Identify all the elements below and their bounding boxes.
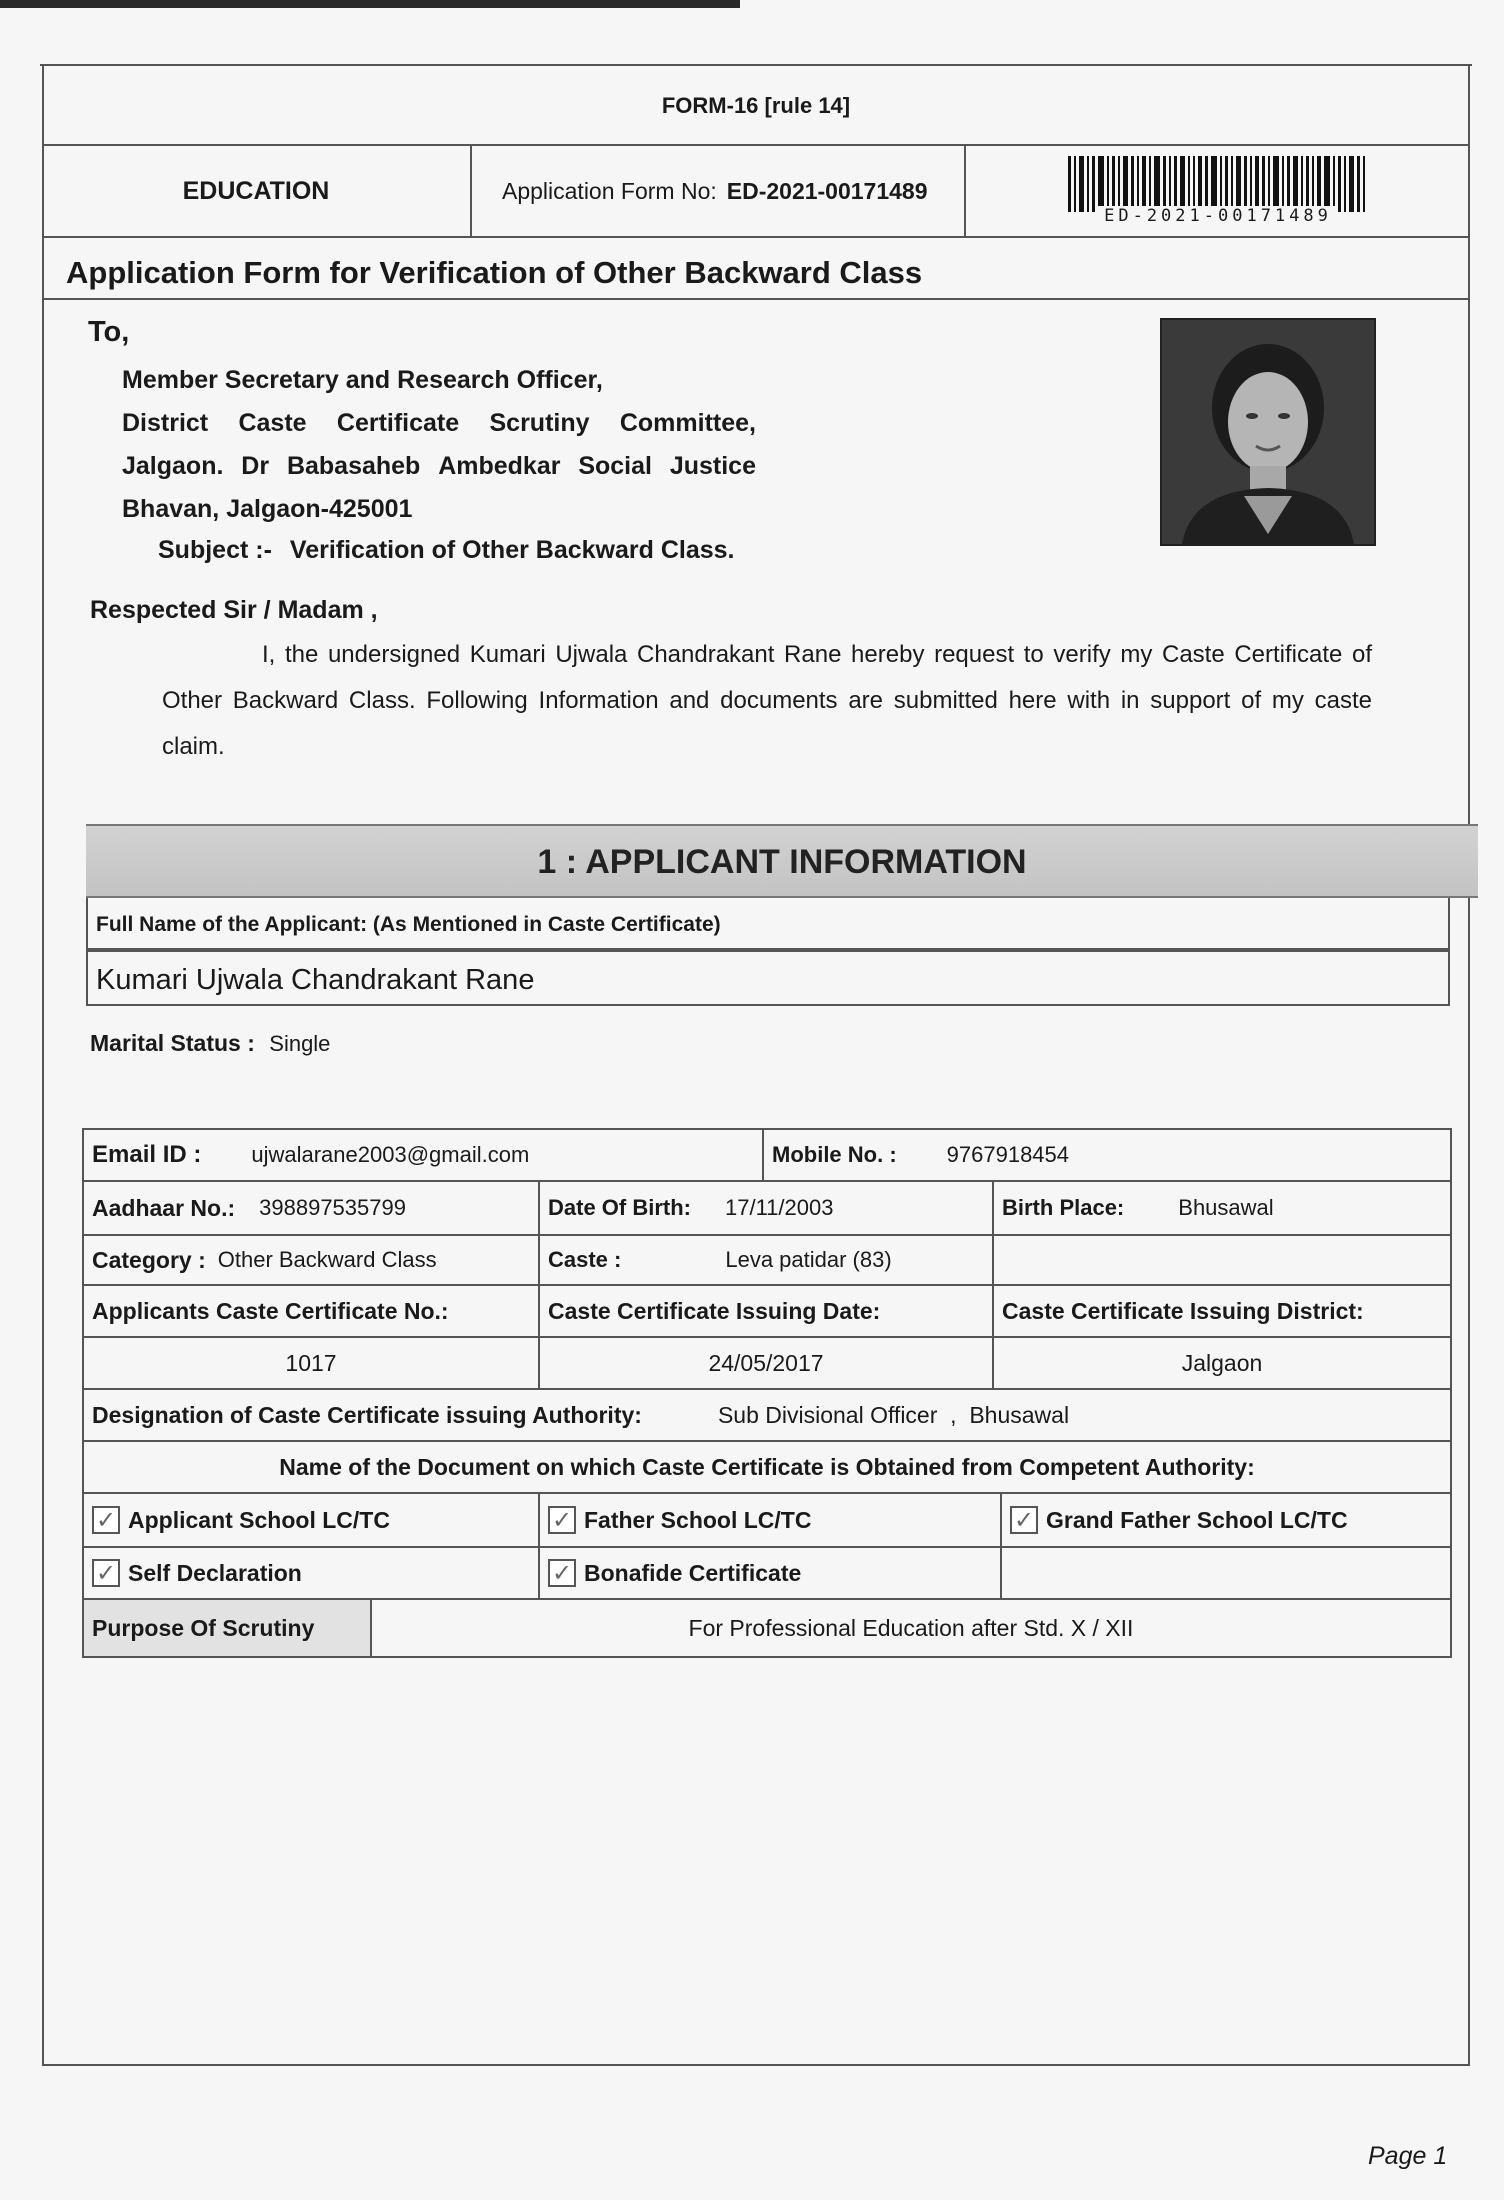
barcode-bar bbox=[1262, 156, 1265, 212]
authority-value: Sub Divisional Officer , Bhusawal bbox=[717, 1401, 1070, 1428]
cert-date-value: 24/05/2017 bbox=[540, 1338, 994, 1388]
doc-label: Self Declaration bbox=[128, 1559, 302, 1586]
subject-text: Verification of Other Backward Class. bbox=[289, 536, 735, 564]
scan-edge-strip bbox=[0, 0, 740, 8]
empty-cell bbox=[1002, 1548, 1450, 1598]
table-row bbox=[82, 1600, 1452, 1658]
barcode-cell bbox=[966, 146, 1470, 236]
category-value: Other Backward Class bbox=[217, 1247, 437, 1272]
table-row bbox=[82, 1128, 1452, 1182]
barcode-text: ED-2021-00171489 bbox=[1098, 206, 1338, 226]
address-word: Scrutiny bbox=[489, 409, 590, 437]
address-line-2 bbox=[122, 402, 756, 445]
mobile-value: 9767918454 bbox=[946, 1142, 1070, 1167]
person-photo-icon bbox=[1162, 320, 1374, 544]
table-row bbox=[82, 1390, 1452, 1442]
barcode-bar bbox=[1211, 156, 1217, 212]
cert-no-value: 1017 bbox=[84, 1338, 540, 1388]
doc-item bbox=[84, 1548, 540, 1598]
department-label: EDUCATION bbox=[42, 146, 472, 236]
address-word: Jalgaon. bbox=[122, 452, 224, 480]
header-row bbox=[42, 146, 1470, 238]
checkbox-checked-icon: ✓ bbox=[548, 1559, 576, 1587]
address-word: Committee, bbox=[619, 409, 756, 437]
dob-cell bbox=[540, 1182, 994, 1234]
address-line-3 bbox=[122, 445, 756, 488]
category-cell bbox=[84, 1236, 540, 1284]
barcode-bar bbox=[1098, 156, 1104, 212]
documents-heading: Name of the Document on which Caste Certificate is Obtained from Competent Authority: bbox=[279, 1453, 1255, 1480]
full-name-label: Full Name of the Applicant: (As Mentioned in Caste Certificate) bbox=[86, 898, 1450, 950]
barcode-bar bbox=[1333, 156, 1335, 212]
barcode-bar bbox=[1282, 156, 1284, 212]
doc-item bbox=[84, 1494, 540, 1546]
checkbox-checked-icon: ✓ bbox=[548, 1506, 576, 1534]
barcode-bar bbox=[1287, 156, 1290, 212]
birthplace-label: Birth Place: bbox=[1002, 1195, 1125, 1220]
barcode-bar bbox=[1131, 156, 1134, 212]
marital-status bbox=[90, 1030, 330, 1057]
address-word: Social bbox=[578, 452, 652, 480]
dob-label: Date Of Birth: bbox=[548, 1195, 691, 1220]
mobile-cell bbox=[764, 1130, 1450, 1180]
app-no-label: Application Form No: bbox=[502, 177, 717, 204]
table-row bbox=[82, 1442, 1452, 1494]
section-heading: 1 : APPLICANT INFORMATION bbox=[86, 824, 1478, 898]
barcode-bar bbox=[1231, 156, 1233, 212]
full-name-value: Kumari Ujwala Chandrakant Rane bbox=[86, 950, 1450, 1006]
caste-label: Caste : bbox=[548, 1247, 622, 1272]
checkbox-checked-icon: ✓ bbox=[1010, 1506, 1038, 1534]
purpose-value: For Professional Education after Std. X / XII bbox=[688, 1614, 1134, 1641]
cert-no-label: Applicants Caste Certificate No.: bbox=[84, 1286, 540, 1336]
address-word: Justice bbox=[669, 452, 756, 480]
barcode-bar bbox=[1306, 156, 1309, 212]
barcode-bar bbox=[1268, 156, 1270, 212]
table-row bbox=[82, 1286, 1452, 1338]
barcode-bar bbox=[1068, 156, 1071, 212]
form-title: FORM-16 [rule 14] bbox=[42, 66, 1470, 146]
aadhaar-cell bbox=[84, 1182, 540, 1234]
barcode-bar bbox=[1079, 156, 1084, 212]
barcode-bar bbox=[1112, 156, 1115, 212]
doc-label: Applicant School LC/TC bbox=[128, 1506, 390, 1533]
barcode-bar bbox=[1163, 156, 1166, 212]
cert-date-label: Caste Certificate Issuing Date: bbox=[540, 1286, 994, 1336]
address-word: District bbox=[122, 409, 209, 437]
subject-label: Subject :- bbox=[158, 536, 272, 564]
address-to: To, bbox=[88, 316, 130, 348]
birthplace-cell bbox=[994, 1182, 1450, 1234]
barcode-bar bbox=[1123, 156, 1128, 212]
barcode-bar bbox=[1180, 156, 1185, 212]
barcode-bar bbox=[1169, 156, 1171, 212]
barcode-bar bbox=[1244, 156, 1247, 212]
table-row bbox=[82, 1548, 1452, 1600]
aadhaar-label: Aadhaar No.: bbox=[92, 1194, 236, 1221]
table-row bbox=[82, 1236, 1452, 1286]
address-word: Babasaheb bbox=[286, 452, 421, 480]
barcode-bar bbox=[1074, 156, 1076, 212]
barcode-bar bbox=[1250, 156, 1252, 212]
table-row bbox=[82, 1494, 1452, 1548]
empty-cell bbox=[994, 1236, 1450, 1284]
category-label: Category : bbox=[92, 1246, 206, 1273]
checkbox-checked-icon: ✓ bbox=[92, 1559, 120, 1587]
barcode-bar bbox=[1092, 156, 1095, 212]
barcode-bar bbox=[1087, 156, 1089, 212]
aadhaar-value: 398897535799 bbox=[259, 1195, 406, 1220]
barcode-bar bbox=[1349, 156, 1354, 212]
barcode-bar bbox=[1225, 156, 1228, 212]
barcode-icon bbox=[1068, 156, 1368, 212]
barcode-bar bbox=[1137, 156, 1139, 212]
address-line-1: Member Secretary and Research Officer, bbox=[122, 366, 603, 394]
doc-label: Grand Father School LC/TC bbox=[1046, 1506, 1348, 1533]
mobile-label: Mobile No. : bbox=[772, 1142, 897, 1167]
table-row bbox=[82, 1182, 1452, 1236]
caste-cell bbox=[540, 1236, 994, 1284]
doc-label: Bonafide Certificate bbox=[584, 1559, 802, 1586]
barcode-bar bbox=[1107, 156, 1109, 212]
marital-label: Marital Status : bbox=[90, 1030, 255, 1056]
address-word: Dr bbox=[241, 452, 270, 480]
application-number-cell bbox=[472, 146, 966, 236]
barcode-bar bbox=[1205, 156, 1208, 212]
doc-item bbox=[540, 1494, 1002, 1546]
barcode-bar bbox=[1149, 156, 1151, 212]
marital-value: Single bbox=[269, 1031, 331, 1056]
barcode-bar bbox=[1293, 156, 1298, 212]
cert-district-value: Jalgaon bbox=[1181, 1349, 1263, 1376]
doc-item bbox=[1002, 1494, 1450, 1546]
barcode-bar bbox=[1198, 156, 1202, 212]
authority-cell bbox=[84, 1390, 1450, 1440]
table-row bbox=[82, 1338, 1452, 1390]
barcode-bar bbox=[1301, 156, 1303, 212]
body-paragraph bbox=[162, 632, 1372, 770]
address-word: Ambedkar bbox=[438, 452, 561, 480]
authority-label: Designation of Caste Certificate issuing Authority: bbox=[92, 1401, 642, 1428]
address-block bbox=[88, 316, 756, 531]
address-word: Caste bbox=[238, 409, 307, 437]
applicant-photo bbox=[1160, 318, 1376, 546]
doc-label: Father School LC/TC bbox=[584, 1506, 812, 1533]
barcode-bar bbox=[1154, 156, 1160, 212]
page-number: Page 1 bbox=[1368, 2142, 1448, 2170]
barcode-bar bbox=[1236, 156, 1241, 212]
barcode-bar bbox=[1174, 156, 1177, 212]
dob-value: 17/11/2003 bbox=[725, 1195, 834, 1220]
barcode-bar bbox=[1338, 156, 1341, 212]
birthplace-value: Bhusawal bbox=[1178, 1195, 1274, 1220]
barcode-bar bbox=[1255, 156, 1259, 212]
checkbox-checked-icon: ✓ bbox=[92, 1506, 120, 1534]
barcode-bar bbox=[1312, 156, 1314, 212]
barcode-bar bbox=[1188, 156, 1190, 212]
caste-value: Leva patidar (83) bbox=[725, 1247, 892, 1272]
purpose-label: Purpose Of Scrutiny bbox=[84, 1600, 372, 1656]
document-title: Application Form for Verification of Other Backward Class bbox=[42, 238, 1470, 300]
applicant-info-table bbox=[82, 1128, 1452, 1658]
cert-district-label: Caste Certificate Issuing District: bbox=[1002, 1297, 1364, 1324]
app-no-value: ED-2021-00171489 bbox=[726, 177, 928, 204]
barcode-bar bbox=[1344, 156, 1346, 212]
barcode-bar bbox=[1324, 156, 1330, 212]
barcode-bar bbox=[1142, 156, 1146, 212]
barcode-bar bbox=[1363, 156, 1365, 212]
barcode-bar bbox=[1273, 156, 1279, 212]
barcode-bar bbox=[1220, 156, 1222, 212]
subject-line bbox=[158, 536, 735, 565]
salutation: Respected Sir / Madam , bbox=[90, 596, 378, 624]
doc-item bbox=[540, 1548, 1002, 1598]
body-text: I, the undersigned Kumari Ujwala Chandrakant Rane hereby request to verify my Caste Certificate of Other Backward Class. Following Information and documents are submitted here with in support of my caste claim. bbox=[162, 641, 1372, 760]
barcode-bar bbox=[1118, 156, 1120, 212]
barcode-bar bbox=[1317, 156, 1321, 212]
address-line-4: Bhavan, Jalgaon-425001 bbox=[122, 495, 413, 523]
address-word: Certificate bbox=[336, 409, 460, 437]
barcode-bar bbox=[1357, 156, 1360, 212]
email-label: Email ID : bbox=[92, 1141, 202, 1168]
email-cell bbox=[84, 1130, 764, 1180]
barcode-bar bbox=[1193, 156, 1195, 212]
email-value: ujwalarane2003@gmail.com bbox=[251, 1142, 530, 1167]
frame-bottom-border bbox=[42, 2064, 1470, 2066]
